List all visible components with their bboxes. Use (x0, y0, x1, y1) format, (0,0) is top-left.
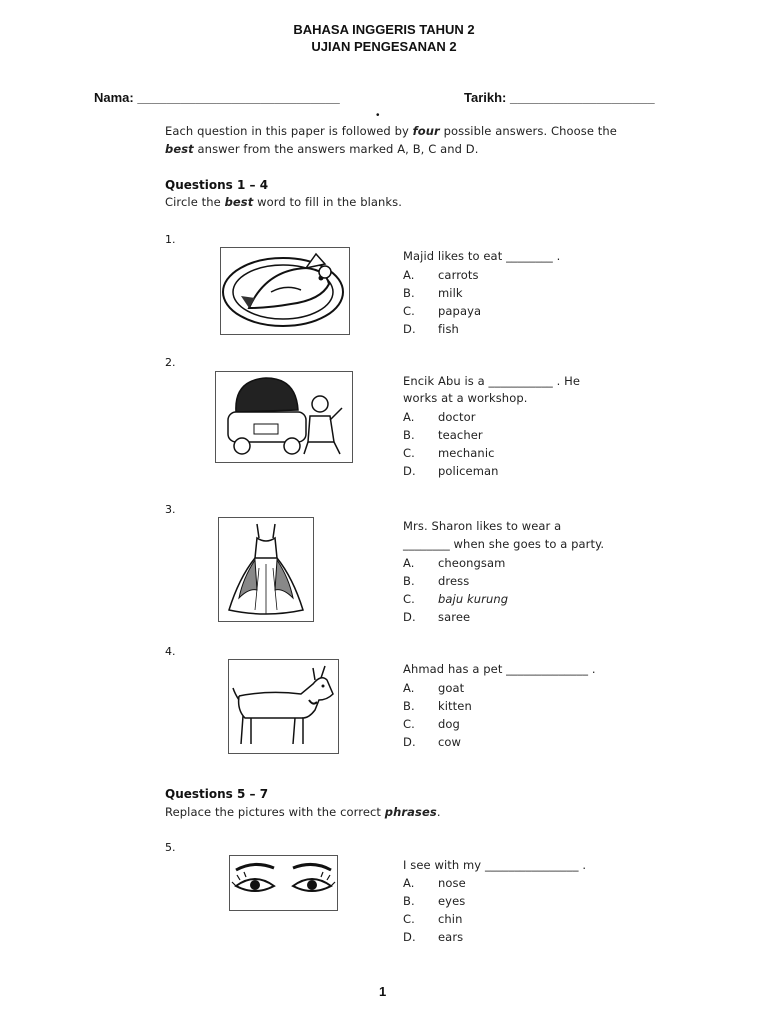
question-number: 3. (165, 503, 176, 516)
option-b[interactable]: B. eyes (403, 894, 466, 908)
question-number: 4. (165, 645, 176, 658)
page-subtitle: UJIAN PENGESANAN 2 (311, 39, 457, 54)
option-a[interactable]: A. nose (403, 876, 466, 890)
page-number: 1 (379, 984, 387, 999)
page-title: BAHASA INGGERIS TAHUN 2 (293, 22, 475, 37)
options-list (403, 408, 499, 480)
option-a[interactable]: A. doctor (403, 410, 476, 424)
options-list (403, 679, 472, 751)
option-d[interactable]: D. cow (403, 735, 462, 749)
mechanic-with-car-image (215, 371, 353, 463)
question-stem-line-1: Encik Abu is a ___________ . He (403, 374, 581, 388)
option-c[interactable]: C. dog (403, 717, 460, 731)
question-number: 5. (165, 841, 176, 854)
option-d[interactable]: D. fish (403, 322, 459, 336)
options-list (403, 554, 508, 626)
question-number: 1. (165, 233, 176, 246)
section-instruction-1: Circle the best word to fill in the blanks. (165, 195, 403, 209)
question-stem: Majid likes to eat ________ . (403, 249, 561, 263)
option-b[interactable]: B. dress (403, 574, 470, 588)
section-heading-2: Questions 5 – 7 (165, 787, 269, 801)
option-d[interactable]: D. policeman (403, 464, 499, 478)
goat-image (228, 659, 339, 754)
option-c[interactable]: C. chin (403, 912, 463, 926)
option-d[interactable]: D. saree (403, 610, 471, 624)
option-d[interactable]: D. ears (403, 930, 464, 944)
option-c[interactable]: C. mechanic (403, 446, 495, 460)
section-instruction-2: Replace the pictures with the correct phrases. (165, 805, 441, 819)
question-stem-line-1: Mrs. Sharon likes to wear a (403, 519, 562, 533)
option-b[interactable]: B. milk (403, 286, 463, 300)
question-stem-line-2: works at a workshop. (403, 391, 528, 405)
party-dress-image (218, 517, 314, 622)
eyes-image (229, 855, 338, 911)
question-stem: I see with my ________________ . (403, 858, 587, 872)
instruction-line-1: Each question in this paper is followed by four possible answers. Choose the (165, 124, 617, 138)
option-c[interactable]: C. papaya (403, 304, 482, 318)
date-field-label: Tarikh: ____________________ (464, 90, 655, 105)
fish-on-plate-image (220, 247, 350, 335)
name-field-label: Nama: ____________________________ (94, 90, 340, 105)
option-c[interactable]: C. baju kurung (403, 592, 509, 606)
option-a[interactable]: A. cheongsam (403, 556, 506, 570)
stray-dot: • (376, 110, 380, 121)
question-stem-line-2: ________ when she goes to a party. (403, 537, 605, 551)
option-b[interactable]: B. kitten (403, 699, 472, 713)
option-b[interactable]: B. teacher (403, 428, 483, 442)
question-stem: Ahmad has a pet ______________ . (403, 662, 596, 676)
instruction-line-2: best answer from the answers marked A, B, C and D. (165, 142, 479, 156)
section-heading-1: Questions 1 – 4 (165, 178, 269, 192)
options-list (403, 266, 481, 338)
option-a[interactable]: A. carrots (403, 268, 479, 282)
question-number: 2. (165, 356, 176, 369)
option-a[interactable]: A. goat (403, 681, 465, 695)
options-list (403, 874, 466, 946)
